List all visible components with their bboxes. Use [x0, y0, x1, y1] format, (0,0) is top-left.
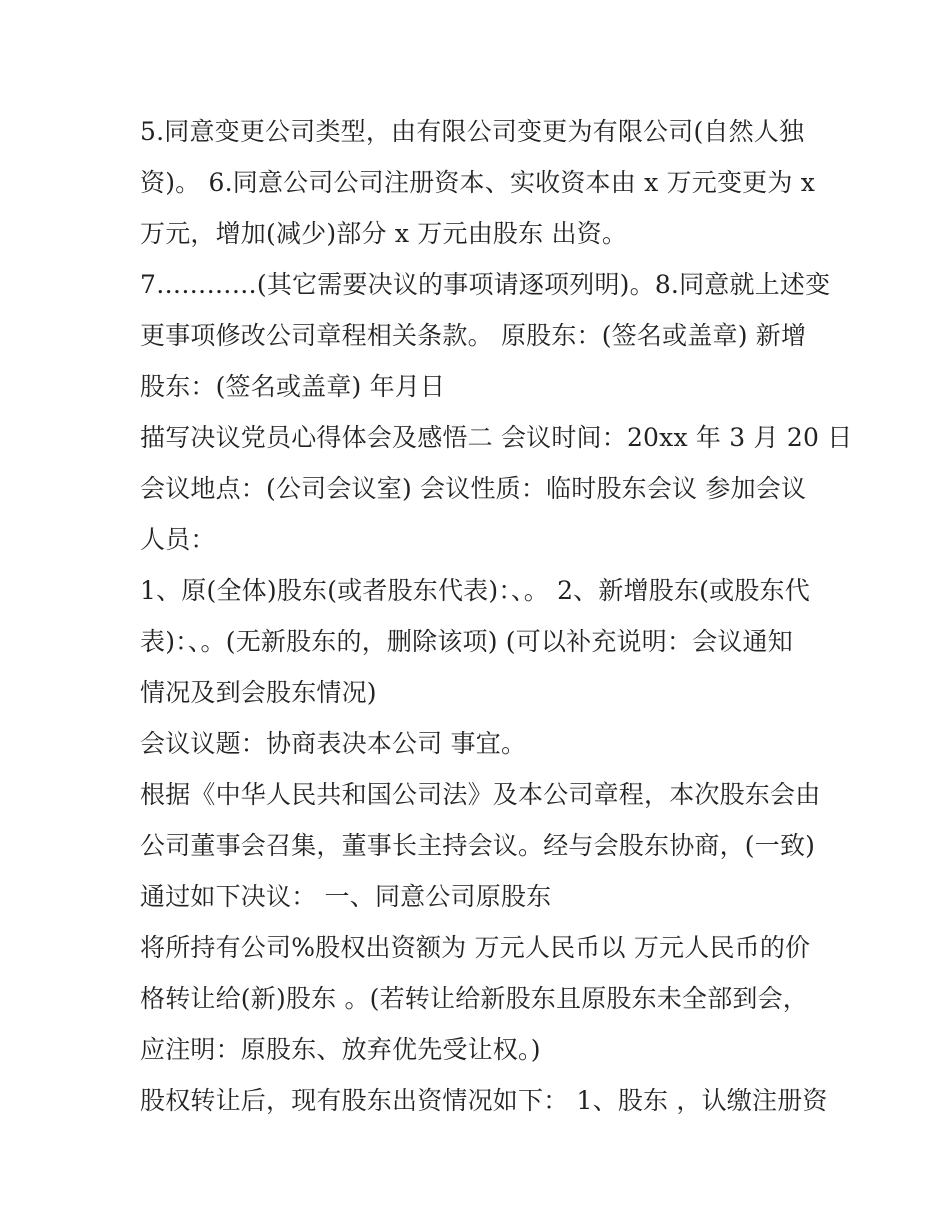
text-line: 表)：、。(无新股东的，删除该项) (可以补充说明：会议通知	[140, 627, 793, 656]
text-line: 情况及到会股东情况)	[140, 678, 377, 707]
text-line: 描写决议党员心得体会及感悟二 会议时间：20xx 年 3 月 20 日	[140, 423, 853, 452]
text-line: 人员：	[140, 525, 216, 554]
text-line: 将所持有公司%股权出资额为 万元人民币以 万元人民币的价	[140, 933, 811, 962]
text-line: 1、原(全体)股东(或者股东代表)：、。 2、新增股东(或股东代	[140, 576, 810, 605]
text-line: 格转让给(新)股东 。(若转让给新股东且原股东未全部到会，	[140, 984, 809, 1013]
text-line: 更事项修改公司章程相关条款。 原股东：(签名或盖章) 新增	[140, 321, 807, 350]
text-line: 公司董事会召集，董事长主持会议。经与会股东协商，(一致)	[140, 831, 816, 860]
text-line: 5.同意变更公司类型，由有限公司变更为有限公司(自然人独	[140, 117, 805, 146]
text-line: 会议议题：协商表决本公司 事宜。	[140, 729, 527, 758]
text-line: 股权转让后，现有股东出资情况如下： 1、股东 ，认缴注册资	[140, 1086, 828, 1115]
document-body	[140, 106, 853, 1126]
text-line: 7…………(其它需要决议的事项请逐项列明)。8.同意就上述变	[140, 270, 831, 299]
text-line: 应注明：原股东、放弃优先受让权。)	[140, 1035, 541, 1064]
text-line: 根据《中华人民共和国公司法》及本公司章程，本次股东会由	[140, 780, 821, 809]
text-line: 会议地点：(公司会议室) 会议性质：临时股东会议 参加会议	[140, 474, 807, 503]
text-line: 股东：(签名或盖章) 年月日	[140, 372, 446, 401]
text-line: 通过如下决议： 一、同意公司原股东	[140, 882, 552, 911]
text-line: 资)。 6.同意公司公司注册资本、实收资本由 x 万元变更为 x	[140, 168, 815, 197]
text-line: 万元，增加(减少)部分 x 万元由股东 出资。	[140, 219, 628, 248]
